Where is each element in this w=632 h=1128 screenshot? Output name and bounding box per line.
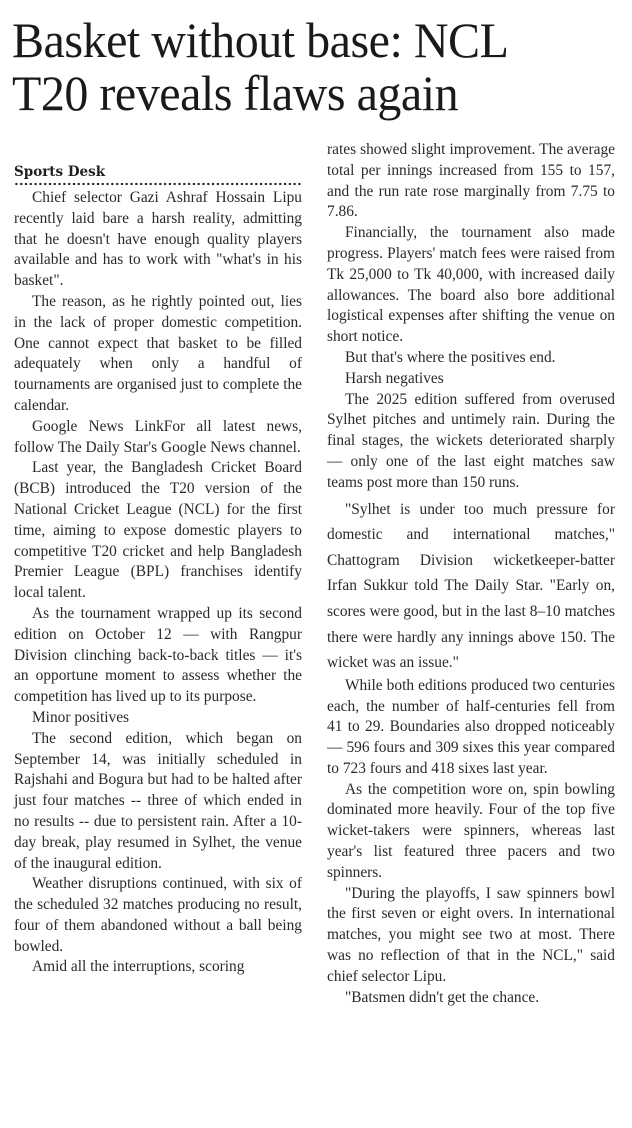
right-column <box>327 140 615 1008</box>
paragraph: Financially, the tournament also made progress. Players' match fees were raised from Tk 25,000 to Tk 40,000, with increased daily allowances. The board also bore additional logistical expenses after shifting the venue on short notice. <box>327 224 615 346</box>
paragraph: Last year, the Bangladesh Cricket Board (BCB) introduced the T20 version of the National Cricket League (NCL) for the first time, aiming to expose domestic players to competitive T20 cricket and help Bangladesh Premier League (BPL) franchises identify local talent. <box>14 459 302 602</box>
headline <box>12 14 598 120</box>
paragraph: As the tournament wrapped up its second edition on October 12 — with Rangpur Division clinching back-to-back titles — it's an opportune moment to assess whether the competition has lived up to its purpose. <box>14 604 302 706</box>
paragraph: Amid all the interruptions, scoring <box>32 958 245 976</box>
byline: Sports Desk <box>14 164 106 180</box>
paragraph: "Batsmen didn't get the chance. <box>345 988 540 1006</box>
headline-line-1: Basket without base: NCL <box>12 12 509 68</box>
left-column <box>14 163 302 978</box>
paragraph: The reason, as he rightly pointed out, lies in the lack of proper domestic competition. One cannot expect that basket to be filled adequately when only a handful of tournaments are organised just to complete the calendar. <box>14 292 302 414</box>
headline-line-2: T20 reveals flaws again <box>12 65 459 121</box>
paragraph: But that's where the positives end. <box>345 348 556 366</box>
paragraph: "During the playoffs, I saw spinners bowl the first seven or eight overs. In international matches, you might see two at most. There was no reflection of that in the NCL," said chief selector Lipu. <box>327 884 615 985</box>
subheading-minor-positives: Minor positives <box>32 708 130 726</box>
subheading-harsh-negatives: Harsh negatives <box>345 369 444 387</box>
paragraph: The second edition, which began on September 14, was initially scheduled in Rajshahi and Bogura but had to be halted after just four matches -- three of which ended in no results -- due to persistent rain. After a 10-day break, play resumed in Sylhet, the venue of the inaugural edition. <box>14 729 302 872</box>
paragraph: While both editions produced two centuries each, the number of half-centuries fell from 41 to 29. Boundaries also dropped noticeably — 596 fours and 309 sixes this year compared to 723 fours and 418 sixes last year. <box>327 676 615 777</box>
dotted-rule <box>14 182 302 186</box>
paragraph: Google News LinkFor all latest news, follow The Daily Star's Google News channel. <box>14 417 302 456</box>
paragraph: Weather disruptions continued, with six of the scheduled 32 matches producing no result, four of them abandoned without a ball being bowled. <box>14 875 302 955</box>
paragraph: The 2025 edition suffered from overused Sylhet pitches and untimely rain. During the final stages, the wickets deteriorated sharply — only one of the last eight matches saw teams post more than 150 runs. <box>327 390 615 491</box>
quote-paragraph: "Sylhet is under too much pressure for domestic and international matches," Chattogram Division wicketkeeper-batter Irfan Sukkur told The Daily Star. "Early on, scores were good, but in the last 8–10 matches there were hardly any innings above 150. The wicket was an issue." <box>327 500 615 672</box>
paragraph: As the competition wore on, spin bowling dominated more heavily. Four of the top five wicket-takers were spinners, whereas last year's list featured three pacers and two spinners. <box>327 780 615 881</box>
paragraph: Chief selector Gazi Ashraf Hossain Lipu recently laid bare a harsh reality, admitting that he doesn't have enough quality players available and has to work with "what's in his basket". <box>14 189 302 290</box>
paragraph-continued: rates showed slight improvement. The average total per innings increased from 155 to 157, and the run rate rose marginally from 7.75 to 7.86. <box>327 141 615 221</box>
